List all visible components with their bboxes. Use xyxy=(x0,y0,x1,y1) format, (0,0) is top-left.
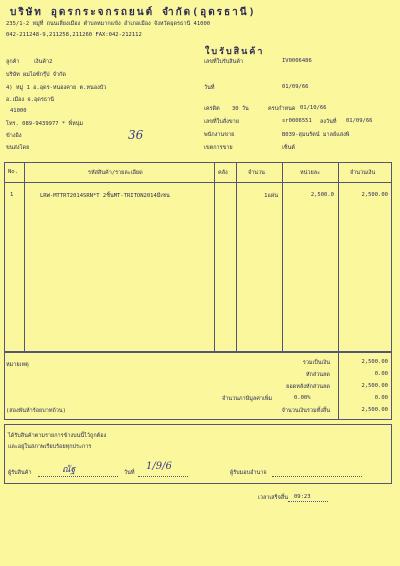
total-value-sum: 2,500.00 xyxy=(361,359,388,365)
header-no: No. xyxy=(8,169,18,175)
notice-line-2: และอยู่ในสภาพเรียบร้อยทุกประการ xyxy=(8,444,92,450)
header-description: รหัสสินค้า/รายละเอียด xyxy=(88,170,143,176)
doc-date-label: วันที่ xyxy=(204,85,215,91)
po-label: เลขที่ใบสั่งขาย xyxy=(204,119,239,125)
col-divider-3 xyxy=(236,162,237,352)
total-value-after-discount: 2,500.00 xyxy=(361,383,388,389)
sign-date-line xyxy=(138,476,188,477)
total-value-vat: 0.00 xyxy=(374,395,388,401)
row-1-description: LRW-MTTRT2014SRN*T 2ชิ้นMT-TRITON2014มีเซน xyxy=(40,193,170,199)
table-header-divider xyxy=(4,182,392,183)
col-divider-2 xyxy=(214,162,215,352)
time-line xyxy=(288,501,328,502)
total-value-grand: 2,500.00 xyxy=(361,407,388,413)
total-value-discount: 0.00 xyxy=(374,371,388,377)
sign-date-label: วันที่ xyxy=(124,470,135,476)
customer-code-label: ลูกค้า xyxy=(6,59,20,65)
company-name: บริษัท อุดรกระจกรถยนต์ จำกัด(อุดรธานี) xyxy=(10,7,257,18)
time-label: เวลาเสร็จสิ้น xyxy=(258,495,288,501)
po-date-label: ลงวันที่ xyxy=(320,119,337,125)
collector: เซ็นต์ xyxy=(282,145,295,151)
time-value: 09:23 xyxy=(294,494,311,500)
customer-tel: โทร. 089-9439977 * พี่หนุ่ม xyxy=(6,121,84,127)
due-date: 01/10/66 xyxy=(300,105,327,111)
header-unit-price: หน่วยละ xyxy=(300,170,321,176)
items-table xyxy=(4,162,392,352)
total-label-sum: รวมเป็นเงิน xyxy=(302,360,330,366)
col-divider-1 xyxy=(24,162,25,352)
sender-label: ผู้รับมอบอำนาจ xyxy=(230,470,267,476)
customer-name: บริษัท ผมไอซ์กรุ๊ป จำกัด xyxy=(6,72,66,78)
document-title: ใบรับสินค้า xyxy=(205,47,265,57)
company-phones: 042-211248-9,211258,211260 FAX:042-212112 xyxy=(6,32,142,38)
credit-days: 30 วัน xyxy=(232,106,249,112)
sales-label: พนักงานขาย xyxy=(204,132,235,138)
row-1-qty: 1แผ่น xyxy=(264,193,278,199)
total-vat-rate: 0.00% xyxy=(294,395,311,401)
col-divider-4 xyxy=(282,162,283,352)
total-label-after-discount: ยอดหลังหักส่วนลด xyxy=(286,384,330,390)
row-1-unit-price: 2,500.0 xyxy=(310,192,334,198)
shipping-label: ขนส่งโดย xyxy=(6,145,30,151)
receiver-signature: ณัฐ xyxy=(62,465,76,475)
customer-zip: 41000 xyxy=(10,108,27,114)
customer-code: เงินค้า2 xyxy=(34,59,53,65)
notice-line-1: ได้รับสินค้าตามรายการข้างบนนี้ไว้ถูกต้อง xyxy=(8,433,107,439)
total-label-grand: จำนวนเงินรวมทั้งสิ้น xyxy=(281,408,330,414)
sign-date-handwritten: 1/9/6 xyxy=(146,461,172,472)
totals-divider xyxy=(338,352,339,420)
total-label-discount: หักส่วนลด xyxy=(305,372,330,378)
header-amount: จำนวนเงิน xyxy=(350,170,376,176)
remark-label: หมายเหตุ xyxy=(6,362,29,368)
collector-label: เขตการขาย xyxy=(204,145,233,151)
sales-person: B039-สุมนรัตน์ มาลย์แสงพิ xyxy=(282,132,350,138)
doc-no-label: เลขที่ใบรับสินค้า xyxy=(204,59,244,65)
customer-address-1: 4) หมู่ 1 อ.อุดร-หนองคาย ต.หนองบัว xyxy=(6,85,107,91)
total-label-vat: จำนวนภาษีมูลค่าเพิ่ม xyxy=(222,396,273,402)
handwritten-mark: 36 xyxy=(128,128,144,142)
credit-label: เครดิต xyxy=(204,106,220,112)
doc-no: IV0006486 xyxy=(282,58,312,64)
col-divider-5 xyxy=(338,162,339,352)
header-qty: จำนวน xyxy=(248,170,265,176)
amount-text: (สองพันห้าร้อยบาทถ้วน) xyxy=(6,408,66,414)
receiver-label: ผู้รับสินค้า xyxy=(8,470,32,476)
row-1-amount: 2,500.00 xyxy=(361,192,388,198)
po-no: sr0006551 xyxy=(282,118,312,124)
sender-line xyxy=(272,476,362,477)
due-label: ครบกำหนด xyxy=(268,106,296,112)
row-1-no: 1 xyxy=(10,192,14,198)
po-date: 01/09/66 xyxy=(346,118,373,124)
company-address: 235/1-2 หมู่ที่ ถนนเลี่ยงเมือง ตำบลหมากแข้ง อำเภอเมือง จังหวัดอุดรธานี 41000 xyxy=(6,21,211,27)
receiver-line xyxy=(38,476,118,477)
customer-address-2: อ.เมือง จ.อุดรธานี xyxy=(6,97,54,103)
reference-label: ข้างอิง xyxy=(6,133,22,139)
doc-date: 01/09/66 xyxy=(282,84,309,90)
header-store: คลัง xyxy=(218,170,228,176)
